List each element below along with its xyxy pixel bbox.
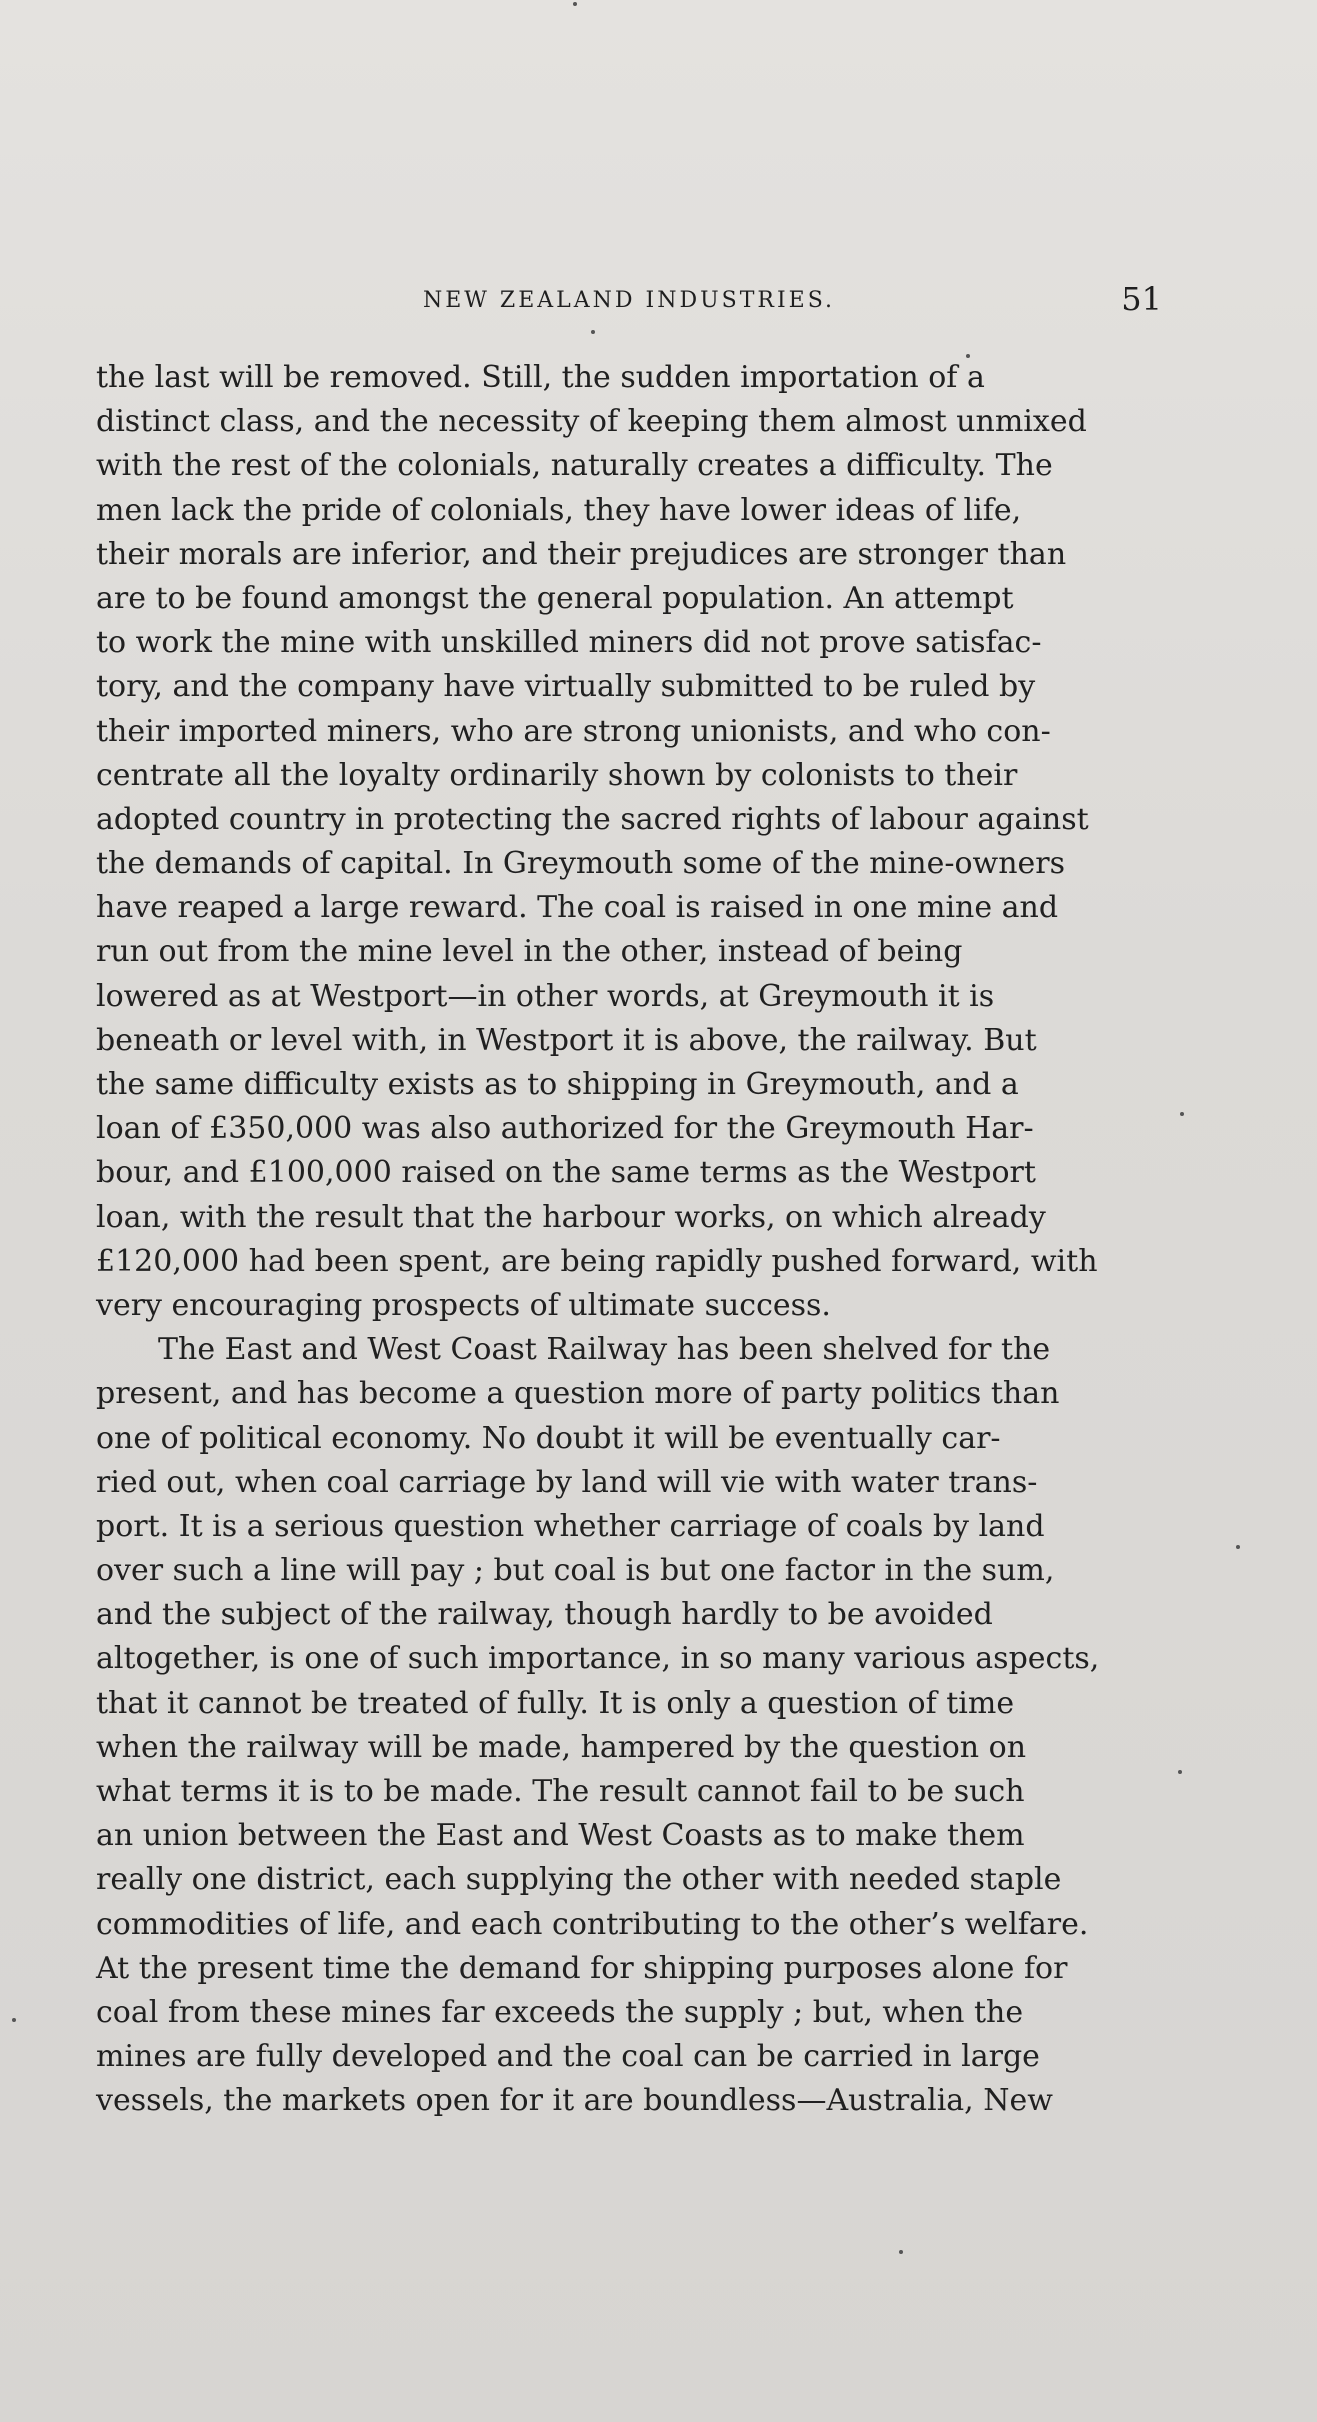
- text-line: the last will be removed. Still, the sudden importation of a: [96, 360, 985, 395]
- text-line: altogether, is one of such importance, in so many various aspects,: [96, 1641, 1100, 1677]
- text-line: are to be found amongst the general population. An attempt: [96, 580, 1014, 616]
- text-line: men lack the pride of colonials, they have lower ideas of life,: [96, 492, 1022, 528]
- text-line: ried out, when coal carriage by land will vie with water trans-: [96, 1464, 1038, 1500]
- text-line: and the subject of the railway, though hardly to be avoided: [96, 1597, 993, 1633]
- text-line: tory, and the company have virtually submitted to be ruled by: [96, 669, 1036, 705]
- text-line: lowered as at Westport—in other words, at Greymouth it is: [96, 978, 995, 1014]
- text-line: really one district, each supplying the other with needed staple: [96, 1862, 1062, 1898]
- print-speck: [1236, 1545, 1240, 1549]
- text-line: beneath or level with, in Westport it is above, the railway. But: [96, 1022, 1037, 1058]
- text-line: what terms it is to be made. The result cannot fail to be such: [96, 1774, 1025, 1809]
- print-speck: [573, 2, 577, 6]
- text-line: that it cannot be treated of fully. It is only a question of time: [96, 1685, 1015, 1721]
- text-line: bour, and £100,000 raised on the same terms as the Westport: [96, 1155, 1036, 1191]
- text-line: the same difficulty exists as to shipping in Greymouth, and a: [96, 1067, 1019, 1102]
- body-text: [96, 356, 1162, 2124]
- text-line: centrate all the loyalty ordinarily shown by colonists to their: [96, 757, 1018, 793]
- text-line: the demands of capital. In Greymouth some of the mine-owners: [96, 846, 1066, 882]
- page-header: [96, 278, 1162, 328]
- text-line: loan of £350,000 was also authorized for the Greymouth Har-: [96, 1111, 1034, 1147]
- text-line: vessels, the markets open for it are boundless—Australia, New: [96, 2083, 1053, 2119]
- text-line: have reaped a large reward. The coal is raised in one mine and: [96, 890, 1059, 926]
- text-line: over such a line will pay ; but coal is but one factor in the sum,: [96, 1553, 1055, 1589]
- text-line: coal from these mines far exceeds the supply ; but, when the: [96, 1994, 1024, 2030]
- text-line: run out from the mine level in the other, instead of being: [96, 934, 963, 970]
- text-line: when the railway will be made, hampered by the question on: [96, 1729, 1027, 1765]
- text-line: At the present time the demand for shipping purposes alone for: [96, 1950, 1068, 1986]
- running-title: NEW ZEALAND INDUSTRIES.: [423, 288, 835, 313]
- text-line: adopted country in protecting the sacred rights of labour against: [96, 801, 1089, 837]
- text-line: an union between the East and West Coasts as to make them: [96, 1818, 1025, 1854]
- text-line: £120,000 had been spent, are being rapidly pushed forward, with: [96, 1243, 1098, 1279]
- print-speck: [1178, 1770, 1182, 1774]
- print-speck: [591, 330, 595, 334]
- text-line: mines are fully developed and the coal can be carried in large: [96, 2039, 1040, 2075]
- text-line: their imported miners, who are strong unionists, and who con-: [96, 713, 1051, 749]
- paragraph-first-line: The East and West Coast Railway has been shelved for the: [158, 1332, 1051, 1368]
- text-line: loan, with the result that the harbour works, on which already: [96, 1199, 1046, 1235]
- text-line: port. It is a serious question whether carriage of coals by land: [96, 1508, 1045, 1544]
- text-line: present, and has become a question more of party politics than: [96, 1376, 1060, 1412]
- text-line: very encouraging prospects of ultimate success.: [96, 1287, 831, 1323]
- text-line: one of political economy. No doubt it will be eventually car-: [96, 1420, 1001, 1456]
- print-speck: [12, 2018, 16, 2022]
- print-speck: [899, 2250, 903, 2254]
- text-line: with the rest of the colonials, naturally creates a difficulty. The: [96, 448, 1053, 484]
- text-line: distinct class, and the necessity of keeping them almost unmixed: [96, 404, 1087, 440]
- page-number: 51: [1121, 280, 1162, 318]
- text-line: to work the mine with unskilled miners did not prove satisfac-: [96, 625, 1042, 661]
- text-line: commodities of life, and each contributing to the other’s welfare.: [96, 1906, 1089, 1942]
- text-line: their morals are inferior, and their prejudices are stronger than: [96, 536, 1067, 572]
- print-speck: [1180, 1112, 1184, 1116]
